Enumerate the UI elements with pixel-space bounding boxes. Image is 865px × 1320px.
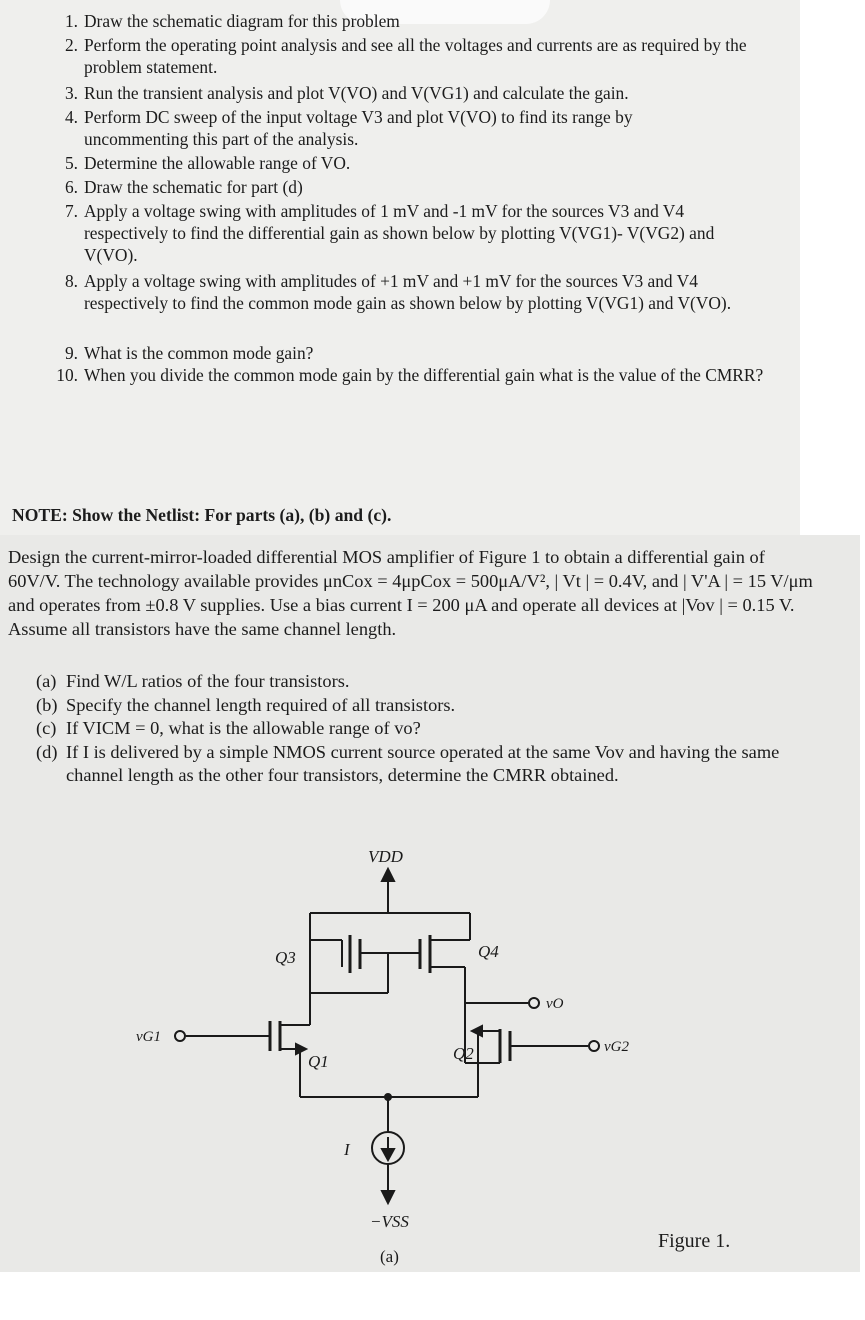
- item-number: 2.: [64, 35, 78, 55]
- figure-caption: Figure 1.: [658, 1230, 731, 1252]
- figure-sublabel: (a): [380, 1247, 399, 1266]
- part-b: [36, 694, 836, 718]
- vg2-terminal: [589, 1041, 599, 1051]
- problem-parts: [36, 670, 836, 788]
- item-text: What is the common mode gain?: [84, 343, 314, 363]
- vo-label: vO: [546, 996, 564, 1012]
- differential-amplifier-schematic: [120, 835, 660, 1275]
- item-text: Apply a voltage swing with amplitudes of 1 mV and -1 mV for the sources V3 and V4 respectively to find the differential gain as shown below by plotting V(VG1)- V(VG2) and V(VO).: [84, 201, 715, 265]
- upper-sheet: [0, 0, 800, 535]
- q4-label: Q4: [478, 942, 499, 961]
- item-number: 1.: [64, 11, 78, 31]
- part-label: (c): [36, 718, 57, 738]
- item-text: Draw the schematic diagram for this problem: [84, 11, 400, 31]
- item-number: 6.: [64, 177, 78, 197]
- vss-arrow-icon: [382, 1191, 394, 1203]
- vg1-label: vG1: [136, 1029, 161, 1045]
- current-label: I: [344, 1140, 350, 1159]
- item-text: Determine the allowable range of VO.: [84, 153, 351, 173]
- item-text: When you divide the common mode gain by the differential gain what is the value of the CMRR?: [84, 365, 764, 385]
- part-text: Find W/L ratios of the four transistors.: [66, 671, 350, 691]
- item-number: 9.: [64, 343, 78, 363]
- part-text: If I is delivered by a simple NMOS current source operated at the same Vov and having the same channel length as the other four transistors, determine the CMRR obtained.: [66, 741, 780, 785]
- part-label: (a): [36, 671, 57, 691]
- vg2-label: vG2: [604, 1039, 629, 1055]
- item-text: Perform the operating point analysis and see all the voltages and currents are as required by the problem statement.: [84, 35, 747, 77]
- blank-margin: [800, 0, 865, 535]
- part-a: [36, 670, 836, 694]
- part-c: [36, 717, 836, 741]
- vss-label: −VSS: [370, 1212, 409, 1231]
- item-text: Perform DC sweep of the input voltage V3 and plot V(VO) to find its range by uncommenting this part of the analysis.: [84, 107, 633, 149]
- q3-label: Q3: [275, 948, 296, 967]
- part-text: If VICM = 0, what is the allowable range of vo?: [66, 718, 421, 738]
- part-d: [36, 741, 836, 788]
- vdd-arrow-icon: [382, 869, 394, 881]
- item-text: Run the transient analysis and plot V(VO) and V(VG1) and calculate the gain.: [84, 83, 629, 103]
- part-text: Specify the channel length required of all transistors.: [66, 694, 456, 715]
- part-label: (b): [36, 694, 58, 715]
- item-text: Draw the schematic for part (d): [84, 177, 303, 197]
- q2-label: Q2: [453, 1044, 474, 1063]
- vo-terminal: [529, 998, 539, 1008]
- current-arrow-icon: [382, 1149, 394, 1160]
- design-problem-statement: Design the current-mirror-loaded differential MOS amplifier of Figure 1 to obtain a differential gain of 60V/V. The technology available provides μnCox = 4μpCox = 500μA/V², | Vt | = 0.4V, and | V'A | = 15 V/μm and operates from ±0.8 V supplies. Use a bias current I = 200 μA and operate all devices at |Vov | = 0.15 V. Assume all transistors have the same channel length.: [8, 547, 813, 639]
- item-number: 10.: [56, 365, 78, 385]
- item-number: 7.: [64, 201, 78, 221]
- item-number: 3.: [64, 83, 78, 103]
- item-number: 8.: [64, 271, 78, 291]
- item-number: 4.: [64, 107, 78, 127]
- vg1-terminal: [175, 1031, 185, 1041]
- netlist-note: NOTE: Show the Netlist: For parts (a), (b) and (c).: [12, 505, 392, 525]
- item-number: 5.: [64, 153, 78, 173]
- q1-label: Q1: [308, 1052, 329, 1071]
- part-label: (d): [36, 741, 58, 762]
- vdd-label: VDD: [368, 847, 403, 866]
- item-text: Apply a voltage swing with amplitudes of +1 mV and +1 mV for the sources V3 and V4 respectively to find the common mode gain as shown below by plotting V(VG1) and V(VO).: [84, 271, 732, 313]
